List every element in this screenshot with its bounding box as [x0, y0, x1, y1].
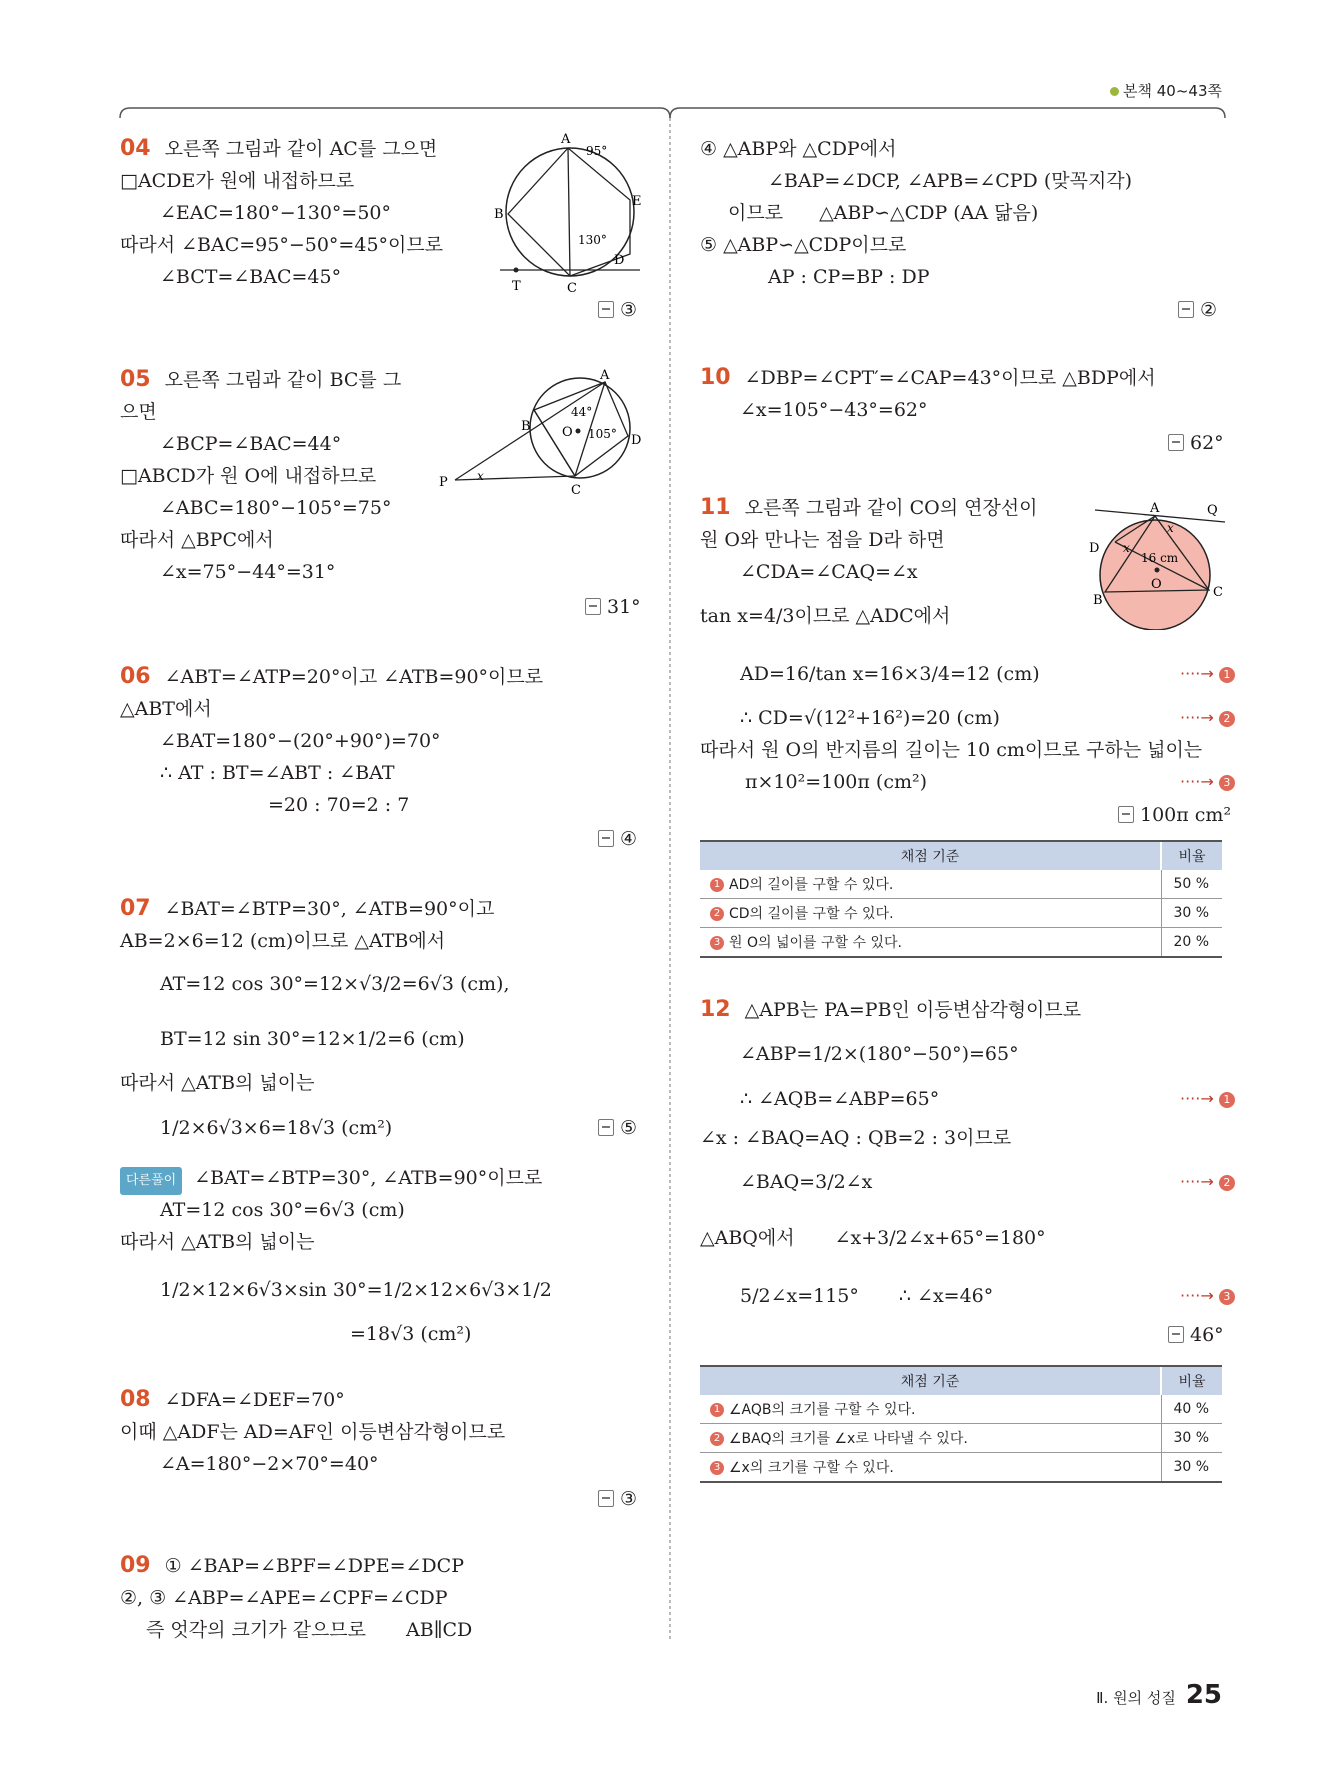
p11-label-c: C [1213, 585, 1223, 600]
p05-label-d: D [631, 433, 642, 448]
p12-line1: 12 △APB는 PA=PB인 이등변삼각형이므로 [700, 997, 1082, 1022]
p12-grading-table [700, 1365, 1222, 1483]
footer [1096, 1680, 1222, 1710]
answer-icon [1168, 1326, 1184, 1343]
answer-icon [598, 1119, 614, 1136]
p11-label-o: O [1151, 577, 1162, 592]
table-row: 2 ∠BAQ의 크기를 ∠x로 나타낼 수 있다. 30 % [700, 1424, 1222, 1453]
p05-label-c: C [571, 483, 581, 498]
footer-chapter: Ⅱ. 원의 성질 [1096, 1689, 1176, 1707]
header-ref: 본책 40~43쪽 [1110, 80, 1222, 101]
p04-figure [490, 130, 650, 300]
answer-icon [1168, 434, 1184, 451]
p07-alt-line1: 다른풀이 ∠BAT=∠BTP=30°, ∠ATB=90°이므로 [120, 1166, 542, 1195]
p11-step3: ····→ 3 [1180, 772, 1235, 791]
answer-icon [598, 830, 614, 847]
p04-answer: ③ [598, 299, 637, 321]
answer-icon [585, 598, 601, 615]
p04-label-t: T [512, 279, 521, 294]
p05-line2: 으면 [120, 401, 157, 423]
alt-solution-badge: 다른풀이 [120, 1167, 182, 1195]
page-number: 25 [1185, 1680, 1222, 1710]
p08-line3: ∠A=180°−2×70°=40° [160, 1453, 379, 1475]
table-header-ratio: 비율 [1161, 1366, 1222, 1395]
p04-label-c: C [567, 281, 577, 296]
p12-line2: ∠ABP=1/2×(180°−50°)=65° [740, 1043, 1019, 1065]
answer-icon [598, 1490, 614, 1507]
p12-answer: 46° [1168, 1324, 1224, 1346]
p08-line2: 이때 △ADF는 AD=AF인 이등변삼각형이므로 [120, 1421, 506, 1443]
p11-label-x1: x [1167, 521, 1174, 535]
p12-line4: ∠x : ∠BAQ=AQ : QB=2 : 3이므로 [700, 1127, 1012, 1149]
table-row: 1 AD의 길이를 구할 수 있다. 50 % [700, 870, 1222, 899]
p05-label-a: A [600, 368, 610, 383]
p11-line1: 11 오른쪽 그림과 같이 CO의 연장선이 [700, 495, 1038, 520]
p11-line7: 따라서 원 O의 반지름의 길이는 10 cm이므로 구하는 넓이는 [700, 739, 1203, 761]
p09-line2: ②, ③ ∠ABP=∠APE=∠CPF=∠CDP [120, 1587, 448, 1609]
p07-line4: BT=12 sin 30°=12×1/2=6 (cm) [160, 1028, 465, 1050]
p09-line8: AP : CP=BP : DP [768, 266, 930, 288]
table-header-criteria: 채점 기준 [700, 1366, 1161, 1395]
p06-line5: =20 : 70=2 : 7 [268, 794, 410, 816]
p12-step3: ····→ 3 [1180, 1286, 1235, 1305]
answer-icon [598, 301, 614, 318]
p12-line7: 5/2∠x=115° ∴ ∠x=46° [740, 1285, 994, 1307]
table-row: 3 ∠x의 크기를 구할 수 있다. 30 % [700, 1453, 1222, 1483]
p05-label-x: x [477, 469, 484, 483]
p04-label-a: A [561, 132, 571, 147]
p12-line5: ∠BAQ=3/2∠x [740, 1171, 873, 1193]
p05-label-o: O [562, 425, 573, 440]
p05-answer: 31° [585, 596, 641, 618]
p04-angle-95: 95° [586, 144, 608, 158]
p07-alt-line5: =18√3 (cm²) [350, 1323, 472, 1345]
p07-alt-line3: 따라서 △ATB의 넓이는 [120, 1231, 315, 1253]
p04-label-b: B [494, 207, 504, 222]
p11-label-a: A [1150, 501, 1160, 516]
p11-label-length: 16 cm [1141, 551, 1179, 565]
p10-line2: ∠x=105°−43°=62° [740, 399, 928, 421]
p11-line5: AD=16/tan x=16×3/4=12 (cm) [740, 663, 1040, 685]
p08-line1: 08 ∠DFA=∠DEF=70° [120, 1387, 345, 1412]
p07-line1: 07 ∠BAT=∠BTP=30°, ∠ATB=90°이고 [120, 896, 495, 921]
p06-answer: ④ [598, 828, 637, 850]
table-row: 1 ∠AQB의 크기를 구할 수 있다. 40 % [700, 1395, 1222, 1424]
p09-line4: ④ △ABP와 △CDP에서 [700, 138, 897, 160]
p09-line1: 09 ① ∠BAP=∠BPF=∠DPE=∠DCP [120, 1553, 464, 1578]
p04-line2: □ACDE가 원에 내접하므로 [120, 170, 355, 192]
answer-icon [1178, 301, 1194, 318]
p06-line3: ∠BAT=180°−(20°+90°)=70° [160, 730, 441, 752]
p04-angle-130: 130° [578, 233, 607, 247]
p07-alt-line4: 1/2×12×6√3×sin 30°=1/2×12×6√3×1/2 [160, 1279, 552, 1301]
p05-line1: 05 오른쪽 그림과 같이 BC를 그 [120, 367, 402, 392]
p11-line8: π×10²=100π (cm²) [745, 771, 928, 793]
p11-answer: 100π cm² [1118, 804, 1231, 826]
p06-line4: ∴ AT : BT=∠ABT : ∠BAT [160, 762, 395, 784]
p11-step1: ····→ 1 [1180, 664, 1235, 683]
p05-figure [435, 368, 645, 498]
p05-line5: ∠ABC=180°−105°=75° [160, 497, 392, 519]
p11-label-x2: x [1123, 541, 1130, 555]
p11-step2: ····→ 2 [1180, 708, 1235, 727]
p09-answer: ② [1178, 299, 1217, 321]
p07-line2: AB=2×6=12 (cm)이므로 △ATB에서 [120, 930, 446, 952]
p10-line1: 10 ∠DBP=∠CPT′=∠CAP=43°이므로 △BDP에서 [700, 365, 1156, 390]
table-header-ratio: 비율 [1161, 841, 1222, 870]
p09-line5: ∠BAP=∠DCP, ∠APB=∠CPD (맞꼭지각) [768, 170, 1133, 192]
p05-label-p: P [439, 475, 448, 490]
p05-line3: ∠BCP=∠BAC=44° [160, 433, 342, 455]
p06-line2: △ABT에서 [120, 698, 212, 720]
p07-line5: 따라서 △ATB의 넓이는 [120, 1072, 315, 1094]
p11-line6: ∴ CD=√(12²+16²)=20 (cm) [740, 707, 1000, 729]
p07-line3: AT=12 cos 30°=12×√3/2=6√3 (cm), [160, 973, 510, 995]
p07-line6: 1/2×6√3×6=18√3 (cm²) [160, 1117, 393, 1139]
p11-line4: tan x=4/3이므로 △ADC에서 [700, 605, 951, 627]
p06-line1: 06 ∠ABT=∠ATP=20°이고 ∠ATB=90°이므로 [120, 664, 544, 689]
answer-icon [1118, 806, 1134, 823]
p11-label-q: Q [1207, 503, 1218, 518]
p05-angle-105: 105° [588, 427, 617, 441]
p05-line4: □ABCD가 원 O에 내접하므로 [120, 465, 377, 487]
p12-step1: ····→ 1 [1180, 1089, 1235, 1108]
p04-line4: 따라서 ∠BAC=95°−50°=45°이므로 [120, 234, 444, 256]
p11-label-d: D [1089, 541, 1100, 556]
p04-label-e: E [632, 194, 642, 209]
p05-line7: ∠x=75°−44°=31° [160, 561, 336, 583]
p11-line2: 원 O와 만나는 점을 D라 하면 [700, 529, 945, 551]
p04-label-d: D [614, 253, 625, 268]
p12-step2: ····→ 2 [1180, 1172, 1235, 1191]
p09-line6: 이므로 △ABP∽△CDP (AA 닮음) [728, 202, 1039, 224]
p11-label-b: B [1093, 593, 1103, 608]
p05-angle-44: 44° [571, 405, 593, 419]
p12-line3: ∴ ∠AQB=∠ABP=65° [740, 1088, 940, 1110]
table-row: 2 CD의 길이를 구할 수 있다. 30 % [700, 899, 1222, 928]
p11-figure [1085, 500, 1235, 630]
p05-line6: 따라서 △BPC에서 [120, 529, 274, 551]
table-row: 3 원 O의 넓이를 구할 수 있다. 20 % [700, 928, 1222, 958]
p09-line7: ⑤ △ABP∽△CDP이므로 [700, 234, 907, 256]
p07-answer: ⑤ [598, 1117, 637, 1139]
p04-line3: ∠EAC=180°−130°=50° [160, 202, 392, 224]
p09-line3: 즉 엇각의 크기가 같으므로 AB∥CD [146, 1619, 473, 1641]
p07-alt-line2: AT=12 cos 30°=6√3 (cm) [160, 1199, 405, 1221]
p11-line3: ∠CDA=∠CAQ=∠x [740, 561, 918, 583]
p10-answer: 62° [1168, 432, 1224, 454]
p04-line5: ∠BCT=∠BAC=45° [160, 266, 342, 288]
p04-line1: 04 오른쪽 그림과 같이 AC를 그으면 [120, 136, 438, 161]
p12-line6: △ABQ에서 ∠x+3/2∠x+65°=180° [700, 1227, 1046, 1249]
table-header-criteria: 채점 기준 [700, 841, 1161, 870]
p08-answer: ③ [598, 1488, 637, 1510]
p11-grading-table [700, 840, 1222, 958]
p05-label-b: B [521, 419, 531, 434]
